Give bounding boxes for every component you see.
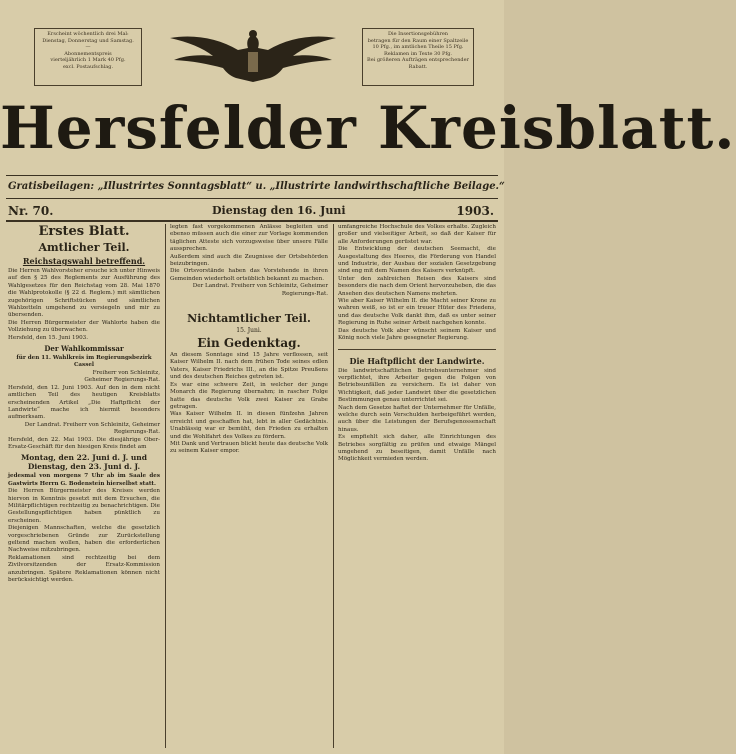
article-paragraph: Hersfeld, den 12. Juni 1903. Auf den in dem nicht amtlichen Teil des heutigen Kreisblatts erscheinenden Artikel „Die Haftpflicht der Landwirte“ mache ich hiermit besonders aufmerksam. xyxy=(8,384,160,421)
column-2 xyxy=(170,224,328,750)
rates-line: 10 Pfg., im amtlichen Theile 15 Pfg. xyxy=(372,44,464,50)
signature-line: Der Landrat. Freiherr von Schleinitz, Geheimer Regierungs-Rat. xyxy=(24,421,160,436)
divider xyxy=(6,220,498,222)
issue-number: Nr. 70. xyxy=(8,204,54,218)
subscription-box xyxy=(34,28,142,86)
supplements-line: Gratisbeilagen: „Illustrirtes Sonntagsblatt“ u. „Illustrirte landwirthschaftliche Beilage.“ xyxy=(8,181,505,192)
advertising-rates-box xyxy=(362,28,474,86)
article-paragraph: Hersfeld, den 22. Mai 1903. Die diesjährige Ober-Ersatz-Geschäft für den hiesigen Kreis findet am xyxy=(8,436,160,450)
article-paragraph: jedesmal von morgens 7 Uhr ab im Saale des Gastwirts Herrn G. Bodenstein hierselbst statt. xyxy=(8,473,160,487)
signature-line: für den 11. Wahlkreis im Regierungsbezirk Cassel xyxy=(16,355,152,369)
signature-line: Hersfeld, den 15. Juni 1903. xyxy=(8,334,89,341)
subscription-line: vierteljährlich 1 Mark 40 Pfg. xyxy=(50,57,126,63)
eagle-emblem-icon xyxy=(168,28,338,84)
article-heading: Ein Gedenktag. xyxy=(197,336,301,351)
article-heading: Reichstagswahl betreffend. xyxy=(22,256,146,266)
signature-line: Der Landrat. Freiherr von Schleinitz, Geheimer Regierungs-Rat. xyxy=(192,283,328,297)
divider xyxy=(6,175,498,176)
signature-title: Der Wahlkommissar xyxy=(44,344,124,354)
article-paragraph: Wie aber Kaiser Wilhelm II. die Macht seiner Krone zu wahren weiß, so ist er ein treuer Hüter des Friedens, und das deutsche Volk dankt ihm, daß es unter seiner Regierung in Ruhe seiner Arbeit nachgehen konnte. xyxy=(338,298,496,327)
article-paragraph: Unter den zahlreichen Reisen des Kaisers sind besonders die nach dem Orient hervorzuheben, die das Ansehen des deutschen Namens mehrten. xyxy=(338,275,496,297)
section-subheading: Amtlicher Teil. xyxy=(38,241,130,254)
article-heading: Die Haftpflicht der Landwirte. xyxy=(349,355,485,366)
article-paragraph: Es empfiehlt sich daher, alle Einrichtungen des Betriebes sorgfältig zu prüfen und etwaige Mängel umgehend zu beseitigen, damit Unfälle nach Möglichkeit vermieden werden. xyxy=(338,434,496,463)
divider xyxy=(6,198,498,199)
rates-line: betragen für den Raum einer Spaltzeile xyxy=(367,37,469,44)
subscription-line: — xyxy=(85,44,91,50)
divider xyxy=(338,349,496,350)
article-paragraph: Die Ortsvorstände haben das Vorstehende in ihren Gemeinden wiederholt ortsüblich bekannt zu machen. xyxy=(170,268,328,282)
subscription-line: Dienstag, Donnerstag und Samstag. xyxy=(42,37,134,44)
article-paragraph: Die Herren Bürgermeister der Wahlorte haben die Vollziehung zu überwachen. xyxy=(8,319,160,334)
signature-line: Geheimer Regierungs-Rat. xyxy=(84,377,160,384)
issue-date: Dienstag den 16. Juni xyxy=(212,204,346,217)
article-paragraph: Die Herren Wahlvorsteher ersuche ich unter Hinweis auf den § 25 des Reglements zur Ausführung des Wahlgesetzes für den Reichstag vom 28. Mai 1870 die Wahlprotokolle (§ 22 d. Reglem.) mit sämtlichen zugehörigen Schriftstücken und sämtlichen Wahlzetteln umgehend zu versiegeln und mir zu übersenden. xyxy=(8,268,160,319)
article-paragraph: An diesem Sonntage sind 15 Jahre verflossen, seit Kaiser Wilhelm II. nach dem frühen Tode seines edlen Vaters, Kaiser Friedrichs III., an die Spitze Preußens und des deutschen Reiches getreten ist. xyxy=(170,352,328,381)
section-heading: Erstes Blatt. xyxy=(38,224,130,239)
subscription-line: excl. Postaufschlag. xyxy=(62,63,114,70)
issue-year: 1903. xyxy=(456,204,494,218)
signature-line: Freiherr von Schleinitz, xyxy=(92,369,160,376)
column-divider xyxy=(165,224,166,748)
article-paragraph: Was Kaiser Wilhelm II. in diesen fünfzehn Jahren erreicht und geschaffen hat, lebt in aller Gedächtnis. Unablässig war er bemüht, den Frieden zu erhalten und die Wohlfahrt des Volkes zu fördern. xyxy=(170,411,328,440)
section-heading: Nichtamtlicher Teil. xyxy=(187,312,311,326)
article-paragraph: Die Herren Bürgermeister des Kreises werden hiervon in Kenntnis gesetzt mit dem Ersuchen, die Militärpflichtigen rechtzeitig zu benachrichtigen. Die Gestellungspflichtigen haben pünktlich zu erscheinen. xyxy=(8,488,160,524)
article-paragraph: Reklamationen sind rechtzeitig bei dem Zivilvorsitzenden der Ersatz-Kommission anzubringen. Spätere Reklamationen können nicht berücksichtigt werden. xyxy=(8,554,160,584)
column-divider xyxy=(333,224,334,748)
rates-line: Bei größeren Aufträgen entsprechender xyxy=(367,57,469,63)
article-paragraph: Die Entwicklung der deutschen Seemacht, die Ausgestaltung des Heeres, die Förderung von Handel und Industrie, der Ausbau der sozialen Gesetzgebung sind eng mit dem Namen des Kaisers verknüpft. xyxy=(338,246,496,275)
subscription-line: Abonnementspreis xyxy=(64,50,112,57)
masthead-title: Hersfelder Kreisblatt. xyxy=(0,94,736,162)
article-paragraph: Nach dem Gesetze haftet der Unternehmer für Unfälle, welche durch sein Verschulden herbeigeführt werden, auch über die Leistungen der Berufsgenossenschaft hinaus. xyxy=(338,404,496,433)
rates-line: Rabatt. xyxy=(408,63,428,70)
section-date: 15. Juni. xyxy=(236,327,262,335)
column-1 xyxy=(8,224,160,750)
article-paragraph: umfangreiche Hochschule des Volkes erhalte. Zugleich großer und vielseitiger Arbeit, so daß der Kaiser für alle Anforderungen gerüstet war. xyxy=(338,224,496,245)
subscription-line: Erscheint wöchentlich drei Mal: xyxy=(47,31,129,37)
column-3 xyxy=(338,224,496,750)
article-paragraph: Es war eine schwere Zeit, in welcher der junge Monarch die Regierung übernahm; in rascher Folge hatte das deutsche Volk zwei Kaiser zu Grabe getragen. xyxy=(170,381,328,410)
rates-line: Reklamen im Texte 30 Pfg. xyxy=(383,50,452,57)
article-paragraph: Das deutsche Volk aber wünscht seinem Kaiser und König noch viele Jahre gesegneter Regierung. xyxy=(338,327,496,342)
article-paragraph: Außerdem sind auch die Zeugnisse der Ortsbehörden beizubringen. xyxy=(170,253,328,268)
article-paragraph: Mit Dank und Vertrauen blickt heute das deutsche Volk zu seinem Kaiser empor. xyxy=(170,440,328,455)
article-paragraph: Diejenigen Mannschaften, welche die gesetzlich vorgeschriebenen Gründe zur Zurückstellung geltend machen wollen, haben die erforderlichen Nachweise mitzubringen. xyxy=(8,525,160,554)
article-heading: Montag, den 22. Juni d. J. und Dienstag, den 23. Juni d. J. xyxy=(20,453,147,472)
article-paragraph: Die landwirtschaftlichen Betriebsunternehmer sind verpflichtet, ihre Arbeiter gegen die Folgen von Betriebsunfällen zu versichern. Es ist daher von Wichtigkeit, daß jeder Landwirt über die gesetzlichen Bestimmungen genau unterrichtet sei. xyxy=(338,367,496,404)
article-paragraph: legten fast vorgekommenen Anlässe begleiten und ebenso müssen auch die einer zur Vorlage kommenden täglichen Atteste sich vorzugsweise über unsere Fälle aussprechen. xyxy=(170,224,328,253)
rates-line: Die Insertionsgebühren xyxy=(387,31,449,37)
